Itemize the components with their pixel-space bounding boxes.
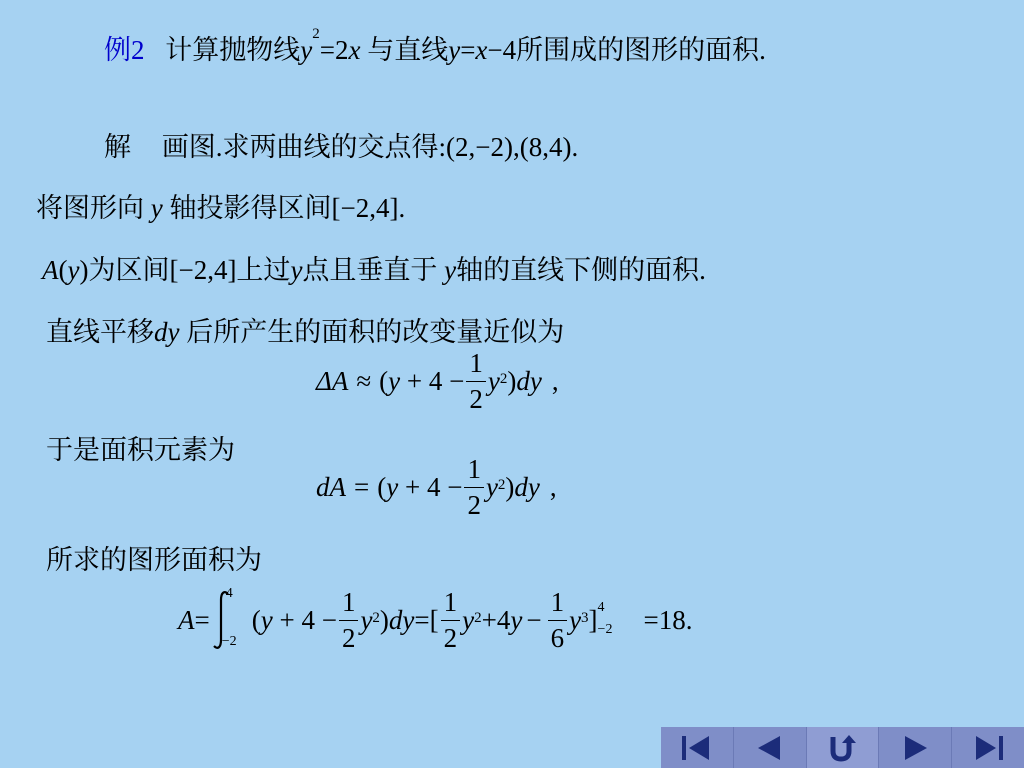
var-y: y — [67, 255, 80, 285]
approx-sign: ≈ — [356, 366, 372, 396]
denominator: 6 — [550, 622, 565, 653]
next-slide-button[interactable] — [879, 727, 952, 768]
solution-line-3 — [42, 248, 706, 287]
solution-text: 后所产生的面积的改变量近似为 — [186, 317, 565, 347]
var-dy: dy — [514, 472, 540, 502]
var-y: y — [300, 35, 313, 65]
exponent: 2 — [497, 477, 506, 493]
previous-slide-button[interactable] — [734, 727, 807, 768]
solution-text: 轴的直线下侧的面积. — [456, 255, 706, 285]
exponent: 2 — [372, 609, 380, 626]
upper-limit: 4 — [225, 586, 233, 601]
example-label: 例2 — [104, 35, 145, 65]
var-y: y — [510, 604, 523, 635]
solution-line-2 — [36, 186, 405, 225]
delta-A: ΔA — [316, 366, 349, 396]
return-button[interactable] — [807, 727, 880, 768]
exponent: 2 — [499, 371, 508, 387]
first-slide-button[interactable] — [661, 727, 734, 768]
var-x: x — [348, 35, 361, 65]
var-y: y — [260, 604, 273, 635]
plus-four: + 4 − — [272, 604, 337, 635]
title-text: 计算抛物线 — [165, 35, 301, 65]
comma: , — [551, 366, 559, 396]
paren: ( — [379, 366, 389, 396]
integral-formula — [178, 588, 693, 652]
var-y: y — [388, 366, 401, 396]
paren: ) — [507, 366, 517, 396]
fraction — [464, 456, 484, 519]
numerator: 1 — [441, 589, 461, 621]
numerator: 1 — [339, 589, 359, 621]
denominator: 2 — [469, 384, 483, 414]
last-slide-button[interactable] — [952, 727, 1024, 768]
lower-limit: −2 — [221, 634, 237, 649]
equals: =2 — [319, 35, 349, 65]
bracket: ] — [588, 604, 598, 635]
solution-text: 点且垂直于 — [302, 255, 438, 285]
plus-four: + 4 − — [400, 366, 465, 396]
title-text: 所围成的图形的面积. — [516, 35, 766, 65]
var-y: y — [448, 35, 461, 65]
paren: ( — [251, 604, 261, 635]
numerator: 1 — [464, 456, 484, 488]
return-icon — [824, 733, 860, 763]
solution-label: 解 — [104, 132, 131, 162]
constant: −4 — [487, 35, 517, 65]
numerator: 1 — [548, 589, 568, 621]
example-heading — [104, 28, 766, 67]
var-y: y — [487, 366, 500, 396]
first-icon — [679, 734, 715, 762]
var-A: A — [178, 604, 195, 635]
dA: dA — [316, 472, 346, 502]
solution-line-4 — [46, 310, 564, 349]
var-dy: dy — [388, 604, 415, 635]
title-text: 与直线 — [367, 35, 449, 65]
denominator: 2 — [467, 490, 481, 520]
bracket-limits — [598, 600, 624, 640]
var-y: y — [444, 255, 457, 285]
var-y: y — [150, 193, 163, 223]
plus-four: + 4 − — [398, 472, 463, 502]
var-dy: dy — [154, 317, 180, 347]
denominator: 2 — [443, 622, 458, 653]
integral-sign — [210, 588, 250, 652]
exponent: 3 — [581, 609, 589, 626]
solution-line-6: 所求的图形面积为 — [46, 545, 262, 575]
var-y: y — [290, 255, 303, 285]
comma: , — [549, 472, 557, 502]
solution-text: )为区间[−2,4]上过 — [79, 255, 291, 285]
var-y: y — [569, 604, 582, 635]
denominator: 2 — [341, 622, 356, 653]
solution-line-1 — [104, 125, 578, 164]
exponent: 2 — [474, 609, 482, 626]
exponent: 2 — [312, 26, 320, 42]
var-A: A — [42, 255, 59, 285]
var-x: x — [475, 35, 488, 65]
equals-bracket: =[ — [414, 604, 439, 635]
var-y: y — [386, 472, 399, 502]
last-icon — [970, 734, 1006, 762]
solution-text: 轴投影得区间[−2,4]. — [169, 193, 406, 223]
paren: ) — [379, 604, 389, 635]
lower-limit: −2 — [597, 622, 613, 637]
upper-limit: 4 — [597, 600, 605, 615]
solution-line-5: 于是面积元素为 — [46, 435, 235, 465]
slide-navigation — [661, 727, 1024, 768]
paren: ( — [377, 472, 387, 502]
element-formula — [316, 456, 557, 519]
var-y: y — [462, 604, 475, 635]
equals: = — [354, 472, 370, 502]
minus: − — [526, 604, 542, 635]
solution-text: 将图形向 — [36, 193, 144, 223]
plus-four: +4 — [481, 604, 511, 635]
solution-text: 画图.求两曲线的交点得:(2,−2),(8,4). — [161, 132, 579, 162]
result: =18. — [643, 604, 693, 635]
var-dy: dy — [516, 366, 542, 396]
fraction — [548, 586, 568, 653]
paren: ( — [58, 255, 68, 285]
numerator: 1 — [466, 350, 486, 382]
approx-formula — [316, 350, 559, 413]
var-y: y — [485, 472, 498, 502]
fraction — [441, 586, 461, 653]
var-y: y — [360, 604, 373, 635]
prev-icon — [752, 734, 788, 762]
equals: = — [460, 35, 476, 65]
fraction — [466, 350, 486, 413]
solution-text: 直线平移 — [46, 317, 154, 347]
next-icon — [897, 734, 933, 762]
equals: = — [194, 604, 210, 635]
fraction — [339, 586, 359, 653]
paren: ) — [505, 472, 515, 502]
